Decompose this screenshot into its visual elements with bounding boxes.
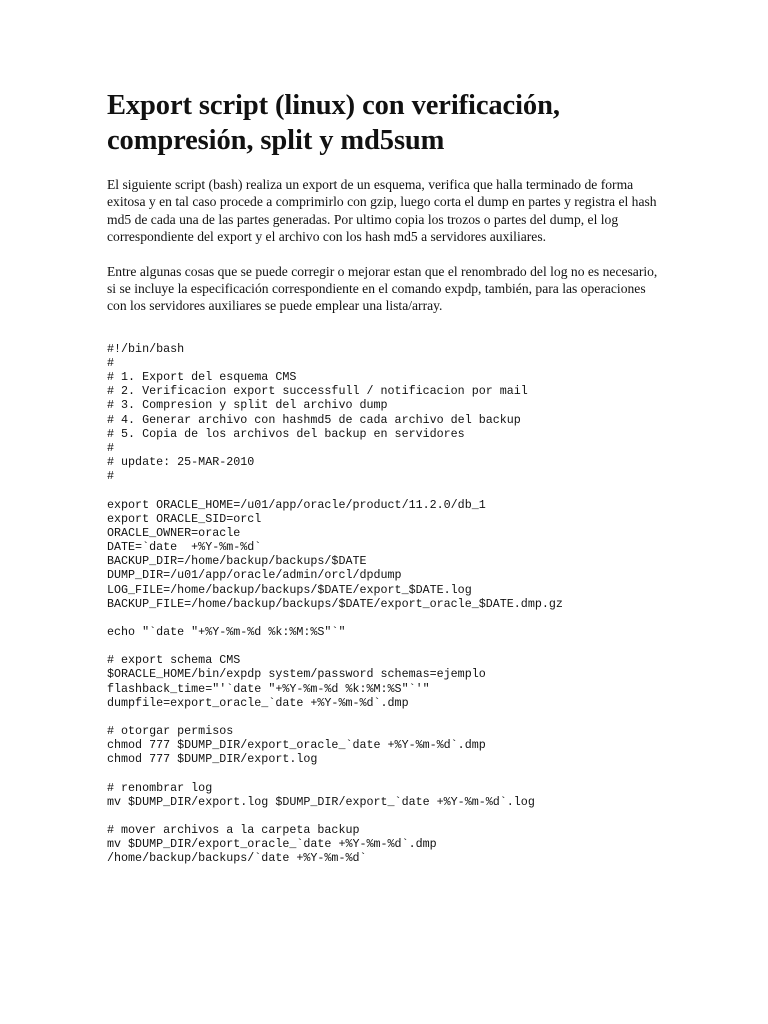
intro-paragraph: El siguiente script (bash) realiza un export de un esquema, verifica que halla terminado de forma exitosa y en tal caso procede a comprimirlo con gzip, luego corta el dump en partes y registra el hash md5 de cada una de las partes generadas. Por ultimo copia los trozos o partes del dump, el log correspondiente del export y el archivo con los hash md5 a servidores auxiliares. bbox=[107, 177, 657, 245]
code-line bbox=[107, 639, 667, 653]
code-line: ORACLE_OWNER=oracle bbox=[107, 525, 241, 540]
code-line: BACKUP_FILE=/home/backup/backups/$DATE/export_oracle_$DATE.dmp.gz bbox=[107, 596, 563, 611]
code-line: # 5. Copia de los archivos del backup en servidores bbox=[107, 426, 465, 441]
code-line bbox=[107, 611, 667, 625]
document-title: Export script (linux) con verificación, compresión, split y md5sum bbox=[107, 90, 560, 156]
code-line: flashback_time="'`date "+%Y-%m-%d %k:%M:%S"`'" bbox=[107, 681, 430, 696]
code-line: # export schema CMS bbox=[107, 653, 241, 668]
code-block bbox=[107, 342, 667, 866]
code-line: dumpfile=export_oracle_`date +%Y-%m-%d`.dmp bbox=[107, 695, 409, 710]
code-line: #!/bin/bash bbox=[107, 341, 185, 356]
code-line: # bbox=[107, 356, 115, 370]
code-line: mv $DUMP_DIR/export_oracle_`date +%Y-%m-%d`.dmp bbox=[107, 837, 437, 852]
code-line: # otorgar permisos bbox=[107, 724, 234, 739]
code-line: # mover archivos a la carpeta backup bbox=[107, 823, 360, 838]
code-line: $ORACLE_HOME/bin/expdp system/password schemas=ejemplo bbox=[107, 667, 486, 682]
code-line: mv $DUMP_DIR/export.log $DUMP_DIR/export_`date +%Y-%m-%d`.log bbox=[107, 794, 535, 809]
document-page bbox=[107, 88, 667, 866]
code-line: BACKUP_DIR=/home/backup/backups/$DATE bbox=[107, 554, 367, 569]
code-line bbox=[107, 809, 667, 823]
code-line bbox=[107, 767, 667, 781]
code-line: export ORACLE_HOME=/u01/app/oracle/product/11.2.0/db_1 bbox=[107, 497, 486, 512]
code-line: chmod 777 $DUMP_DIR/export.log bbox=[107, 752, 318, 767]
code-line: # 2. Verificacion export successfull / notificacion por mail bbox=[107, 384, 528, 399]
code-line: # 3. Compresion y split del archivo dump bbox=[107, 398, 388, 413]
code-line: # 4. Generar archivo con hashmd5 de cada archivo del backup bbox=[107, 412, 521, 427]
code-line: # bbox=[107, 440, 115, 455]
code-line: DUMP_DIR=/u01/app/oracle/admin/orcl/dpdump bbox=[107, 568, 402, 583]
bash-script bbox=[107, 342, 667, 866]
code-line: echo "`date "+%Y-%m-%d %k:%M:%S"`" bbox=[107, 624, 346, 639]
code-line: # bbox=[107, 469, 115, 484]
code-line: # renombrar log bbox=[107, 780, 213, 795]
code-line: DATE=`date +%Y-%m-%d` bbox=[107, 540, 262, 555]
code-line: /home/backup/backups/`date +%Y-%m-%d` bbox=[107, 851, 367, 866]
code-line bbox=[107, 710, 667, 724]
code-line bbox=[107, 483, 667, 497]
notes-paragraph: Entre algunas cosas que se puede corregir o mejorar estan que el renombrado del log no es necesario, si se incluye la especificación correspondiente en el comando expdp, también, para las operaciones con los servidores auxiliares se puede emplear una lista/array. bbox=[107, 263, 658, 314]
code-line: LOG_FILE=/home/backup/backups/$DATE/export_$DATE.log bbox=[107, 582, 472, 597]
code-line: # 1. Export del esquema CMS bbox=[107, 370, 297, 385]
code-line: # update: 25-MAR-2010 bbox=[107, 455, 255, 470]
code-line: chmod 777 $DUMP_DIR/export_oracle_`date +%Y-%m-%d`.dmp bbox=[107, 738, 486, 753]
code-line: export ORACLE_SID=orcl bbox=[107, 511, 262, 526]
